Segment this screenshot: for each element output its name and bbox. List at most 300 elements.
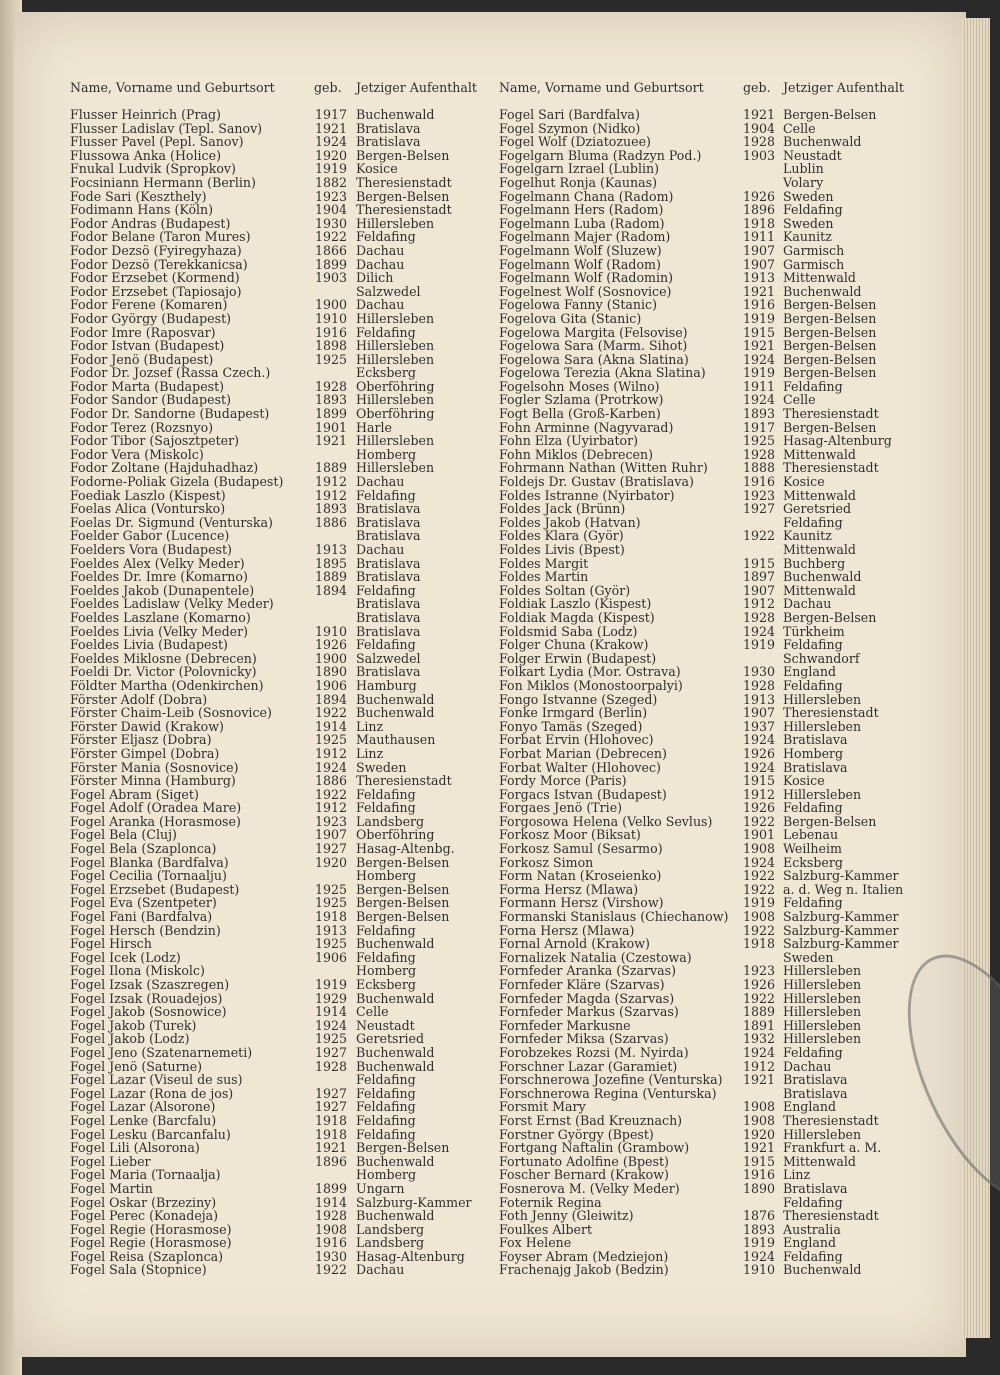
entry-year: 1912: [315, 474, 348, 490]
entry-year: 1921: [743, 338, 776, 354]
entry-year: 1915: [743, 324, 776, 340]
entry-name: Fonyo Tamäs (Szeged): [499, 718, 643, 734]
entry-year: 1904: [315, 202, 348, 218]
entry-name: Foeldes Ladislaw (Velky Meder): [70, 596, 274, 612]
entry-name: Foldejs Dr. Gustav (Bratislava): [499, 474, 694, 490]
entry-year: 1888: [743, 460, 776, 476]
entry-year: 1918: [315, 1126, 348, 1142]
entry-place: Feldafing: [783, 637, 843, 653]
entry-place: Oberföhring: [356, 406, 435, 422]
entry-name: Foeldes Jakob (Dunapentele): [70, 582, 255, 598]
entry-place: Australia: [783, 1221, 841, 1237]
entry-name: Fordy Morce (Paris): [499, 773, 627, 789]
entry-place: Bratislava: [356, 555, 421, 571]
entry-name: Förster Minna (Hamburg): [70, 773, 236, 789]
entry-name: Fohrmann Nathan (Witten Ruhr): [499, 460, 708, 476]
entry-year: 1895: [315, 555, 348, 571]
entry-place: Linz: [356, 745, 384, 761]
entry-year: 1928: [743, 134, 776, 150]
entry-name: Fodor Erzsebet (Tapiosajo): [70, 283, 242, 299]
entry-name: Förster Adolf (Dobra): [70, 691, 208, 707]
entry-place: Hillersleben: [783, 691, 862, 707]
entry-place: Feldafing: [783, 378, 843, 394]
entry-year: 1908: [743, 841, 776, 857]
entry-place: Bergen-Belsen: [356, 147, 450, 163]
entry-year: 1921: [315, 1140, 348, 1156]
entry-place: Feldafing: [783, 895, 843, 911]
entry-name: Folkart Lydia (Mor. Ostrava): [499, 664, 681, 680]
entry-name: Fodor Imre (Raposvar): [70, 324, 216, 340]
entry-place: Mittenwald: [783, 446, 856, 462]
entry-name: Förster Mania (Sosnovice): [70, 759, 239, 775]
entry-name: Foldes Jakob (Hatvan): [499, 514, 641, 530]
entry-place: Buchenwald: [783, 283, 862, 299]
entry-name: Foelas Alica (Vontursko): [70, 501, 226, 517]
entry-year: 1921: [743, 1072, 776, 1088]
entry-name: Fogelmann Hers (Radom): [499, 202, 664, 218]
entry-name: Forst Ernst (Bad Kreuznach): [499, 1112, 683, 1128]
entry-name: Foeldi Dr. Victor (Polovnicky): [70, 664, 257, 680]
entry-year: 1894: [315, 691, 348, 707]
entry-place: Hillersleben: [783, 718, 862, 734]
entry-place: Dachau: [783, 596, 832, 612]
entry-place: Feldafing: [356, 1112, 416, 1128]
entry-year: 1920: [743, 1126, 776, 1142]
entry-name: Formann Hersz (Virshow): [499, 895, 664, 911]
entry-place: Mittenwald: [783, 270, 856, 286]
entry-place: Geretsried: [356, 1031, 425, 1047]
entry-year: 1911: [743, 378, 776, 394]
entry-year: 1889: [315, 569, 348, 585]
entry-year: 1925: [315, 881, 348, 897]
entry-place: Buchenwald: [783, 134, 862, 150]
entry-place: Buchenwald: [783, 569, 862, 585]
entry-name: Focsiniann Hermann (Berlin): [70, 174, 256, 190]
entry-place: Salzburg-Kammer: [783, 922, 899, 938]
entry-name: Forbat Ervin (Hlohovec): [499, 732, 654, 748]
entry-name: Flussowa Anka (Holice): [70, 147, 221, 163]
entry-name: Fodor Dezsö (Fyiregyhaza): [70, 242, 242, 258]
entry-year: 1919: [743, 365, 776, 381]
entry-place: Kosice: [356, 161, 398, 177]
entry-place: Bratislava: [356, 609, 421, 625]
entry-name: Fogel Izsak (Szaszregen): [70, 977, 230, 992]
entry-name: Fon Miklos (Monostoorpalyi): [499, 677, 683, 693]
entry-year: 1922: [315, 1262, 348, 1278]
entry-place: Neustadt: [783, 147, 842, 163]
entry-name: Fogel Hirsch: [70, 936, 152, 952]
entry-place: Buchenwald: [356, 1153, 435, 1169]
entry-place: Theresienstadt: [356, 773, 452, 789]
entry-year: 1920: [315, 147, 348, 163]
entry-name: Foternik Regina: [499, 1194, 602, 1210]
entry-year: 1922: [743, 813, 776, 829]
entry-year: 1882: [315, 174, 348, 190]
entry-year: 1926: [743, 745, 776, 761]
entry-name: Fogel Jakob (Turek): [70, 1017, 197, 1033]
entry-place: Mittenwald: [783, 542, 856, 557]
entry-name: Fogel Lazar (Rona de jos): [70, 1085, 234, 1101]
entry-year: 1919: [743, 1235, 776, 1251]
entry-name: Fodor Dezsö (Terekkanicsa): [70, 256, 248, 272]
entry-name: Fogel Adolf (Oradea Mare): [70, 800, 242, 816]
entry-year: 1897: [743, 569, 776, 585]
entry-place: Bergen-Belsen: [783, 324, 877, 340]
entry-place: Buchenwald: [356, 1208, 435, 1224]
entry-name: Foldes Soltan (Györ): [499, 582, 631, 598]
entry-name: Förster Chaim-Leib (Sosnovice): [70, 705, 272, 721]
entry-year: 1918: [743, 215, 776, 231]
entry-name: Foldes Jack (Brünn): [499, 501, 626, 517]
entry-year: 1913: [743, 691, 776, 707]
entry-place: Buchenwald: [783, 1262, 862, 1278]
header-name: Name, Vorname und Geburtsort: [70, 80, 275, 95]
entry-name: Forgaes Jenö (Trie): [499, 800, 623, 816]
entry-name: Formanski Stanislaus (Chiechanow): [499, 909, 729, 925]
entry-name: Fogelova Gita (Stanic): [499, 310, 642, 326]
entry-name: Folger Erwin (Budapest): [499, 650, 657, 666]
entry-year: 1899: [315, 256, 348, 272]
entry-year: 1918: [743, 936, 776, 952]
entry-name: Foeldes Miklosne (Debrecen): [70, 650, 257, 666]
entry-place: Ecksberg: [356, 365, 416, 381]
entry-place: Mittenwald: [783, 1153, 856, 1169]
entry-name: Fogel Reisa (Szaplonca): [70, 1248, 224, 1264]
entry-year: 1896: [743, 202, 776, 218]
entry-place: Bratislava: [783, 732, 848, 748]
entry-year: 1922: [315, 229, 348, 245]
entry-year: 1919: [743, 895, 776, 911]
entry-name: Fodor Marta (Budapest): [70, 378, 225, 394]
entry-year: 1924: [743, 1248, 776, 1264]
entry-name: Fonke Irmgard (Berlin): [499, 705, 648, 721]
entry-place: Bratislava: [356, 664, 421, 680]
entry-place: a. d. Weg n. Italien: [783, 881, 904, 897]
entry-year: 1893: [743, 406, 776, 422]
entry-place: Hillersleben: [356, 338, 435, 354]
entry-place: Feldafing: [356, 1072, 416, 1088]
entry-place: Oberföhring: [356, 378, 435, 394]
entry-name: Fornfeder Aranka (Szarvas): [499, 963, 676, 979]
entry-name: Földter Martha (Odenkirchen): [70, 677, 264, 693]
entry-place: Theresienstadt: [783, 1112, 879, 1128]
entry-name: Fohn Arminne (Nagyvarad): [499, 419, 674, 435]
entry-name: Fogel Martin: [70, 1180, 153, 1196]
entry-place: Feldafing: [356, 949, 416, 965]
entry-place: Bratislava: [783, 1072, 848, 1088]
entry-place: Homberg: [356, 1167, 417, 1183]
entry-year: 1921: [315, 120, 348, 136]
entry-place: Bergen-Belsen: [783, 419, 877, 435]
entry-name: Foldes Istranne (Nyirbator): [499, 487, 675, 503]
entry-name: Fornfeder Magda (Szarvas): [499, 990, 675, 1006]
entry-name: Fogelsohn Moses (Wilno): [499, 378, 660, 394]
entry-place: Celle: [783, 120, 816, 136]
entry-year: 1900: [315, 297, 348, 313]
entry-place: Feldafing: [783, 1248, 843, 1264]
entry-name: Fortgang Naftalin (Grambow): [499, 1140, 690, 1156]
entry-year: 1928: [315, 1058, 348, 1074]
entry-year: 1908: [315, 1221, 348, 1237]
entry-year: 1912: [743, 786, 776, 802]
entry-name: Fodor Andras (Budapest): [70, 215, 231, 231]
entry-name: Fogel Bela (Szaplonca): [70, 841, 217, 857]
header-place: Jetziger Aufenthalt: [356, 80, 477, 95]
entry-year: 1907: [743, 242, 776, 258]
entry-place: Feldafing: [356, 1099, 416, 1115]
entry-year: 1924: [315, 759, 348, 775]
entry-place: Bergen-Belsen: [783, 813, 877, 829]
entry-name: Fogler Szlama (Protrkow): [499, 392, 664, 408]
entry-place: Hillersleben: [783, 963, 862, 979]
entry-place: Homberg: [356, 868, 417, 884]
entry-place: Bergen-Belsen: [356, 881, 450, 897]
entry-year: 1927: [315, 841, 348, 857]
entry-name: Fodor Sandor (Budapest): [70, 392, 232, 408]
entry-name: Foscher Bernard (Krakow): [499, 1167, 669, 1183]
entry-name: Fogel Erzsebet (Budapest): [70, 881, 240, 897]
entry-year: 1866: [315, 242, 348, 258]
entry-place: Dachau: [356, 256, 405, 272]
entry-year: 1922: [743, 922, 776, 938]
entry-name: Fogelmann Majer (Radom): [499, 229, 671, 245]
entry-year: 1923: [743, 487, 776, 503]
entry-place: Celle: [356, 1004, 389, 1020]
entry-year: 1916: [315, 1235, 348, 1251]
entry-place: Hillersleben: [783, 1031, 862, 1047]
header-name: Name, Vorname und Geburtsort: [499, 80, 704, 95]
entry-name: Fnukal Ludvik (Spropkov): [70, 161, 236, 177]
entry-year: 1914: [315, 718, 348, 734]
entry-name: Fox Helene: [499, 1235, 572, 1251]
entry-year: 1916: [315, 324, 348, 340]
entry-name: Forgacs Istvan (Budapest): [499, 786, 667, 802]
entry-place: Hasag-Altenbg.: [356, 841, 455, 857]
entry-place: Buchberg: [783, 555, 846, 571]
entry-year: 1907: [743, 705, 776, 721]
entry-place: Bergen-Belsen: [356, 895, 450, 911]
entry-name: Forstner György (Bpest): [499, 1126, 654, 1142]
entry-name: Fogelgarn Bluma (Radzyn Pod.): [499, 147, 702, 163]
entry-year: 1922: [743, 868, 776, 884]
entry-year: 1924: [743, 623, 776, 639]
entry-year: 1929: [315, 990, 348, 1006]
entry-year: 1912: [315, 745, 348, 761]
entry-name: Fodor Istvan (Budapest): [70, 338, 225, 354]
entry-name: Forschnerowa Regina (Venturska): [499, 1085, 717, 1101]
entry-year: 1921: [743, 1140, 776, 1156]
entry-name: Fogelowa Terezia (Akna Slatina): [499, 365, 706, 381]
entry-name: Fogelgarn Izrael (Lublin): [499, 161, 660, 177]
entry-name: Fogel Sala (Stopnice): [70, 1262, 207, 1278]
entry-name: Fogelmann Luba (Radom): [499, 215, 665, 231]
entry-name: Fogelowa Margita (Felsovise): [499, 324, 688, 340]
entry-name: Fodor Erzsebet (Kormend): [70, 270, 240, 286]
entry-year: 1889: [743, 1004, 776, 1020]
entry-year: 1922: [315, 705, 348, 721]
entry-place: Feldafing: [356, 229, 416, 245]
entry-name: Foldiak Magda (Kispest): [499, 609, 655, 625]
entry-place: Hillersleben: [356, 310, 435, 326]
entry-place: Lublin: [783, 161, 824, 177]
entry-name: Fornfeder Markusne: [499, 1017, 631, 1033]
entry-name: Foediak Laszlo (Kispest): [70, 487, 226, 503]
entry-name: Forna Hersz (Mlawa): [499, 922, 635, 938]
entry-year: 1889: [315, 460, 348, 476]
entry-year: 1924: [315, 1017, 348, 1033]
entry-year: 1914: [315, 1194, 348, 1210]
entry-place: Bratislava: [356, 134, 421, 150]
entry-name: Fogelhut Ronja (Kaunas): [499, 174, 657, 190]
entry-place: Theresienstadt: [783, 460, 879, 476]
entry-place: Theresienstadt: [783, 705, 879, 721]
entry-year: 1930: [315, 215, 348, 231]
entry-name: Foldes Klara (Györ): [499, 528, 624, 544]
entry-year: 1912: [743, 1058, 776, 1074]
entry-place: Theresienstadt: [783, 1208, 879, 1224]
entry-name: Fode Sari (Keszthely): [70, 188, 207, 204]
entry-name: Fogelmann Wolf (Radom): [499, 256, 661, 272]
entry-name: Fodor Dr. Sandorne (Budapest): [70, 406, 270, 422]
entry-place: Buchenwald: [356, 936, 435, 952]
entry-place: Bergen-Belsen: [356, 854, 450, 870]
entry-name: Fohn Miklos (Debrecen): [499, 446, 654, 462]
entry-place: Theresienstadt: [783, 406, 879, 422]
entry-place: Feldafing: [783, 1044, 843, 1060]
entry-place: Bergen-Belsen: [783, 365, 877, 381]
entry-year: 1924: [743, 392, 776, 408]
entry-name: Fogelmann Wolf (Radomin): [499, 270, 674, 286]
entry-year: 1920: [315, 854, 348, 870]
entry-place: Schwandorf: [783, 650, 860, 666]
entry-name: Fogel Regie (Horasmose): [70, 1235, 232, 1251]
entry-name: Form Natan (Kroseienko): [499, 868, 662, 884]
entry-place: Garmisch: [783, 242, 845, 258]
entry-name: Fogelowa Fanny (Stanic): [499, 297, 657, 313]
entry-name: Fogel Icek (Lodz): [70, 949, 181, 965]
entry-place: Buchenwald: [356, 990, 435, 1006]
entry-year: 1919: [315, 161, 348, 177]
entry-place: Bergen-Belsen: [783, 338, 877, 354]
entry-place: Landsberg: [356, 813, 425, 829]
entry-name: Fohn Elza (Uyirbator): [499, 433, 639, 449]
entry-name: Foeldes Livia (Budapest): [70, 637, 228, 653]
entry-name: Fornal Arnold (Krakow): [499, 936, 650, 952]
entry-place: Hillersleben: [356, 392, 435, 408]
entry-year: 1915: [743, 773, 776, 789]
entry-year: 1908: [743, 1099, 776, 1115]
entry-place: Homberg: [356, 963, 417, 979]
entry-place: Mauthausen: [356, 732, 436, 748]
entry-year: 1923: [315, 813, 348, 829]
entry-name: Fogel Lieber: [70, 1153, 151, 1169]
entry-place: Hillersleben: [356, 433, 435, 449]
entry-name: Fodor Belane (Taron Mures): [70, 229, 251, 245]
entry-year: 1908: [743, 909, 776, 925]
entry-place: Buchenwald: [356, 705, 435, 721]
entry-place: Bratislava: [783, 759, 848, 775]
entry-year: 1928: [315, 1208, 348, 1224]
entry-year: 1925: [315, 732, 348, 748]
entry-name: Forkosz Moor (Biksat): [499, 827, 641, 843]
entry-place: Bratislava: [356, 120, 421, 136]
entry-name: Foyser Abram (Medziejon): [499, 1248, 669, 1264]
entry-name: Foeldes Alex (Velky Meder): [70, 555, 245, 571]
entry-year: 1927: [315, 1085, 348, 1101]
entry-year: 1926: [743, 977, 776, 992]
entry-place: Feldafing: [783, 202, 843, 218]
entry-place: Garmisch: [783, 256, 845, 272]
entry-place: Kaunitz: [783, 229, 832, 245]
entry-place: Salzwedel: [356, 283, 421, 299]
entry-year: 1919: [315, 977, 348, 992]
entry-year: 1886: [315, 773, 348, 789]
entry-name: Flusser Ladislav (Tepl. Sanov): [70, 120, 263, 136]
entry-year: 1919: [743, 637, 776, 653]
entry-year: 1927: [315, 1044, 348, 1060]
entry-place: Feldafing: [356, 1085, 416, 1101]
entry-name: Fodimann Hans (Köln): [70, 202, 214, 218]
entry-place: Salzburg-Kammer: [783, 868, 899, 884]
entry-year: 1912: [315, 487, 348, 503]
entry-name: Foldsmid Saba (Lodz): [499, 623, 638, 639]
entry-place: Hasag-Altenburg: [783, 433, 892, 449]
entry-year: 1915: [743, 555, 776, 571]
entry-place: Bratislava: [356, 596, 421, 612]
entry-name: Forschner Lazar (Garamiet): [499, 1058, 678, 1074]
entry-place: Feldafing: [783, 514, 843, 530]
entry-year: 1918: [315, 1112, 348, 1128]
entry-year: 1927: [743, 501, 776, 517]
entry-year: 1891: [743, 1017, 776, 1033]
entry-year: 1910: [315, 310, 348, 326]
entry-year: 1918: [315, 909, 348, 925]
entry-place: Feldafing: [356, 786, 416, 802]
entry-year: 1932: [743, 1031, 776, 1047]
entry-place: Bratislava: [356, 501, 421, 517]
entry-year: 1890: [315, 664, 348, 680]
entry-name: Forkosz Simon: [499, 854, 594, 870]
entry-place: Hillersleben: [783, 1017, 862, 1033]
header-year: geb.: [743, 80, 771, 95]
entry-year: 1922: [743, 528, 776, 544]
entry-year: 1898: [315, 338, 348, 354]
entry-name: Frachenajg Jakob (Bedzin): [499, 1262, 669, 1278]
entry-name: Fogel Cecilia (Tornaalju): [70, 868, 227, 884]
entry-name: Forma Hersz (Mlawa): [499, 881, 639, 897]
entry-year: 1900: [315, 650, 348, 666]
entry-year: 1917: [743, 419, 776, 435]
entry-year: 1912: [743, 596, 776, 612]
entry-name: Foeldes Livia (Velky Meder): [70, 623, 249, 639]
entry-name: Förster Eljasz (Dobra): [70, 732, 212, 748]
entry-place: Hillersleben: [356, 215, 435, 231]
entry-name: Fornalizek Natalia (Czestowa): [499, 949, 692, 965]
entry-year: 1924: [743, 759, 776, 775]
entry-place: Feldafing: [356, 582, 416, 598]
entry-name: Förster Dawid (Krakow): [70, 718, 224, 734]
entry-place: England: [783, 1235, 837, 1251]
entry-name: Foeldes Dr. Imre (Komarno): [70, 569, 248, 585]
entry-year: 1925: [743, 433, 776, 449]
entry-name: Fodor Terez (Rozsnyo): [70, 419, 214, 435]
entry-name: Fodor Vera (Miskolc): [70, 446, 204, 462]
entry-place: Mittenwald: [783, 582, 856, 598]
entry-name: Fogel Regie (Horasmose): [70, 1221, 232, 1237]
entry-name: Fodorne-Poliak Gizela (Budapest): [70, 474, 284, 490]
entry-name: Fogel Bela (Cluj): [70, 827, 177, 843]
entry-year: 1893: [315, 501, 348, 517]
